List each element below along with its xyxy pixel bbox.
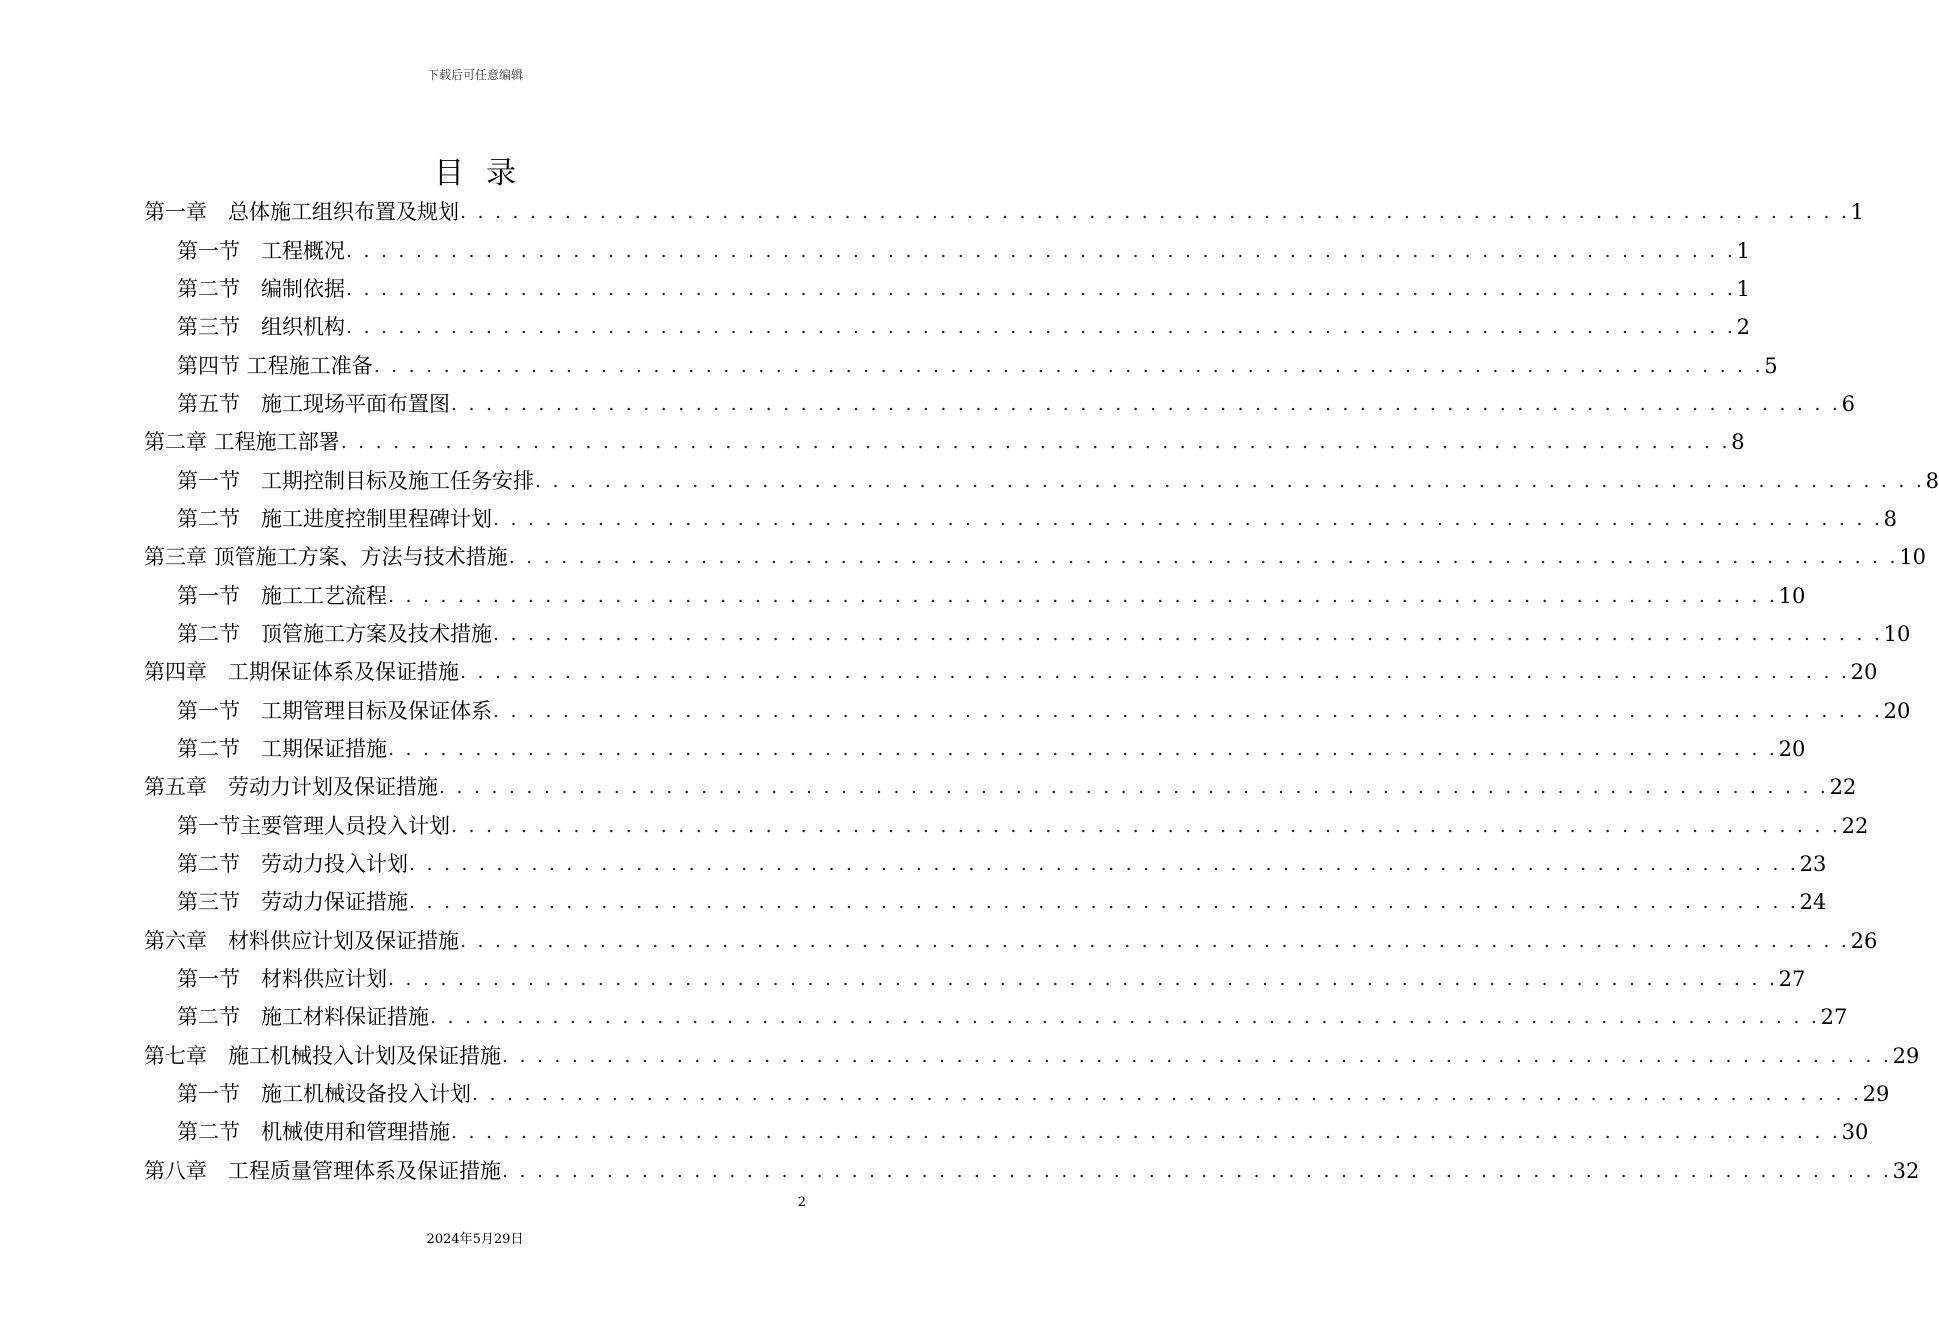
toc-dot-leader: . . . . . . . . . . . . . . . . . . . . . . . . . . . . . . . . . . . . . . . . . . . . . . . . . . . . . . . . . . . . . . . . . . . . . . . . . . . . . . . . (451, 814, 1841, 837)
toc-dot-leader: . . . . . . . . . . . . . . . . . . . . . . . . . . . . . . . . . . . . . . . . . . . . . . . . . . . . . . . . . . . . . . . . . . . . . . . . . . . . . . . . (451, 1121, 1841, 1144)
toc-entry-title: 第一节 工程概况 (177, 238, 345, 263)
toc-entry-page: 26 (1850, 928, 1878, 953)
toc-dot-leader: . . . . . . . . . . . . . . . . . . . . . . . . . . . . . . . . . . . . . . . . . . . . . . . . . . . . . . . . . . . . . . . . . . . . . . . . . . . . . . . . (346, 316, 1736, 339)
toc-dot-leader: . . . . . . . . . . . . . . . . . . . . . . . . . . . . . . . . . . . . . . . . . . . . . . . . . . . . . . . . . . . . . . . . . . . . . . . . . . . . . . . . (388, 737, 1778, 760)
toc-dot-leader: . . . . . . . . . . . . . . . . . . . . . . . . . . . . . . . . . . . . . . . . . . . . . . . . . . . . . . . . . . . . . . . . . . . . . . . . . . . . . . . . (340, 431, 1731, 454)
toc-entry-page: 27 (1778, 967, 1806, 992)
toc-entry-page: 6 (1841, 391, 1855, 416)
toc-title: 目录 (434, 156, 538, 191)
toc-chapter-entry[interactable] (144, 1037, 1920, 1075)
toc-section-entry[interactable] (144, 845, 1827, 883)
toc-entry-title: 第一节 施工工艺流程 (177, 583, 387, 608)
toc-section-entry[interactable] (144, 576, 1806, 614)
toc-entry-title: 第四章 工期保证体系及保证措施 (144, 660, 459, 685)
toc-dot-leader: . . . . . . . . . . . . . . . . . . . . . . . . . . . . . . . . . . . . . . . . . . . . . . . . . . . . . . . . . . . . . . . . . . . . . . . . . . . . . . . . (460, 661, 1850, 684)
toc-entry-page: 20 (1778, 736, 1806, 761)
toc-entry-title: 第一节主要管理人员投入计划 (177, 813, 450, 838)
toc-section-entry[interactable] (144, 691, 1911, 729)
toc-entry-page: 5 (1764, 353, 1778, 378)
toc-entry-title: 第一节 材料供应计划 (177, 967, 387, 992)
toc-dot-leader: . . . . . . . . . . . . . . . . . . . . . . . . . . . . . . . . . . . . . . . . . . . . . . . . . . . . . . . . . . . . . . . . . . . . . . . . . . . . . . . . (460, 929, 1850, 952)
toc-entry-page: 24 (1799, 890, 1827, 915)
toc-entry-title: 第七章 施工机械投入计划及保证措施 (144, 1043, 501, 1068)
toc-entry-page: 8 (1731, 430, 1745, 455)
toc-entry-title: 第四节 工程施工准备 (177, 353, 373, 378)
toc-entry-title: 第二节 工期保证措施 (177, 736, 387, 761)
toc-entry-page: 2 (1736, 315, 1750, 340)
toc-section-entry[interactable] (144, 308, 1750, 346)
toc-entry-title: 第一节 工期控制目标及施工任务安排 (177, 468, 534, 493)
toc-dot-leader: . . . . . . . . . . . . . . . . . . . . . . . . . . . . . . . . . . . . . . . . . . . . . . . . . . . . . . . . . . . . . . . . . . . . . . . . . . . . . . . . (430, 1006, 1820, 1029)
toc-entry-page: 8 (1925, 468, 1939, 493)
toc-section-entry[interactable] (144, 231, 1750, 269)
toc-dot-leader: . . . . . . . . . . . . . . . . . . . . . . . . . . . . . . . . . . . . . . . . . . . . . . . . . . . . . . . . . . . . . . . . . . . . . . . . . . . . . . . . (388, 968, 1778, 991)
toc-chapter-entry[interactable] (144, 653, 1878, 691)
toc-dot-leader: . . . . . . . . . . . . . . . . . . . . . . . . . . . . . . . . . . . . . . . . . . . . . . . . . . . . . . . . . . . . . . . . . . . . . . . . . . . . . . . . (460, 201, 1850, 224)
toc-section-entry[interactable] (144, 385, 1855, 423)
toc-dot-leader: . . . . . . . . . . . . . . . . . . . . . . . . . . . . . . . . . . . . . . . . . . . . . . . . . . . . . . . . . . . . . . . . . . . . . . . . . . . . . . . . (535, 469, 1925, 492)
toc-entry-title: 第一节 施工机械设备投入计划 (177, 1082, 471, 1107)
toc-entry-title: 第二章 工程施工部署 (144, 430, 340, 455)
toc-section-entry[interactable] (144, 1113, 1869, 1151)
toc-entry-page: 30 (1841, 1120, 1869, 1145)
toc-entry-title: 第二节 机械使用和管理措施 (177, 1120, 450, 1145)
toc-entry-title: 第一节 工期管理目标及保证体系 (177, 698, 492, 723)
toc-chapter-entry[interactable] (144, 538, 1927, 576)
toc-entry-page: 10 (1883, 621, 1911, 646)
toc-section-entry[interactable] (144, 807, 1869, 845)
toc-section-entry[interactable] (144, 883, 1827, 921)
toc-entry-page: 22 (1841, 813, 1869, 838)
toc-entry-page: 23 (1799, 852, 1827, 877)
toc-chapter-entry[interactable] (144, 423, 1745, 461)
toc-entry-page: 10 (1778, 583, 1806, 608)
toc-entry-title: 第二节 顶管施工方案及技术措施 (177, 621, 492, 646)
page-footer-date: 2024年5月29日 (426, 1232, 524, 1247)
toc-chapter-entry[interactable] (144, 768, 1857, 806)
toc-entry-page: 22 (1829, 775, 1857, 800)
toc-dot-leader: . . . . . . . . . . . . . . . . . . . . . . . . . . . . . . . . . . . . . . . . . . . . . . . . . . . . . . . . . . . . . . . . . . . . . . . . . . . . . . . . (346, 239, 1736, 262)
toc-dot-leader: . . . . . . . . . . . . . . . . . . . . . . . . . . . . . . . . . . . . . . . . . . . . . . . . . . . . . . . . . . . . . . . . . . . . . . . . . . . . . . . . (439, 776, 1829, 799)
toc-section-entry[interactable] (144, 1075, 1890, 1113)
toc-entry-title: 第五节 施工现场平面布置图 (177, 391, 450, 416)
toc-entry-page: 20 (1883, 698, 1911, 723)
toc-dot-leader: . . . . . . . . . . . . . . . . . . . . . . . . . . . . . . . . . . . . . . . . . . . . . . . . . . . . . . . . . . . . . . . . . . . . . . . . . . . . . . . . (388, 584, 1778, 607)
toc-entry-title: 第二节 劳动力投入计划 (177, 852, 408, 877)
toc-section-entry[interactable] (144, 730, 1806, 768)
toc-entry-title: 第二节 编制依据 (177, 276, 345, 301)
toc-dot-leader: . . . . . . . . . . . . . . . . . . . . . . . . . . . . . . . . . . . . . . . . . . . . . . . . . . . . . . . . . . . . . . . . . . . . . . . . . . . . . . . . (373, 354, 1764, 377)
toc-entry-title: 第三节 劳动力保证措施 (177, 890, 408, 915)
toc-dot-leader: . . . . . . . . . . . . . . . . . . . . . . . . . . . . . . . . . . . . . . . . . . . . . . . . . . . . . . . . . . . . . . . . . . . . . . . . . . . . . . . . (493, 622, 1883, 645)
toc-entry-title: 第二节 施工进度控制里程碑计划 (177, 506, 492, 531)
toc-entry-page: 8 (1883, 506, 1897, 531)
toc-entry-title: 第三章 顶管施工方案、方法与技术措施 (144, 545, 508, 570)
toc-section-entry[interactable] (144, 346, 1778, 384)
toc-section-entry[interactable] (144, 270, 1750, 308)
toc-entry-page: 27 (1820, 1005, 1848, 1030)
toc-dot-leader: . . . . . . . . . . . . . . . . . . . . . . . . . . . . . . . . . . . . . . . . . . . . . . . . . . . . . . . . . . . . . . . . . . . . . . . . . . . . . . . . (502, 1044, 1892, 1067)
toc-entry-page: 1 (1850, 200, 1864, 225)
toc-section-entry[interactable] (144, 998, 1848, 1036)
toc-entry-page: 1 (1736, 238, 1750, 263)
toc-dot-leader: . . . . . . . . . . . . . . . . . . . . . . . . . . . . . . . . . . . . . . . . . . . . . . . . . . . . . . . . . . . . . . . . . . . . . . . . . . . . . . . . (451, 392, 1841, 415)
toc-section-entry[interactable] (144, 500, 1897, 538)
page-header: 下载后可任意编辑 (426, 68, 523, 82)
toc-section-entry[interactable] (144, 615, 1911, 653)
toc-dot-leader: . . . . . . . . . . . . . . . . . . . . . . . . . . . . . . . . . . . . . . . . . . . . . . . . . . . . . . . . . . . . . . . . . . . . . . . . . . . . . . . . (409, 891, 1799, 914)
toc-dot-leader: . . . . . . . . . . . . . . . . . . . . . . . . . . . . . . . . . . . . . . . . . . . . . . . . . . . . . . . . . . . . . . . . . . . . . . . . . . . . . . . . (502, 1159, 1892, 1182)
toc-entry-page: 10 (1899, 545, 1927, 570)
toc-entry-page: 29 (1862, 1082, 1890, 1107)
toc-dot-leader: . . . . . . . . . . . . . . . . . . . . . . . . . . . . . . . . . . . . . . . . . . . . . . . . . . . . . . . . . . . . . . . . . . . . . . . . . . . . . . . . (493, 507, 1883, 530)
toc-entry-title: 第一章 总体施工组织布置及规划 (144, 200, 459, 225)
toc-entry-page: 20 (1850, 660, 1878, 685)
toc-chapter-entry[interactable] (144, 1152, 1920, 1190)
toc-chapter-entry[interactable] (144, 193, 1864, 231)
toc-entry-page: 29 (1892, 1043, 1920, 1068)
toc-section-entry[interactable] (144, 461, 1939, 499)
table-of-contents (144, 193, 1939, 1190)
toc-dot-leader: . . . . . . . . . . . . . . . . . . . . . . . . . . . . . . . . . . . . . . . . . . . . . . . . . . . . . . . . . . . . . . . . . . . . . . . . . . . . . . . . (346, 277, 1736, 300)
page-number: 2 (797, 1195, 806, 1210)
toc-entry-title: 第六章 材料供应计划及保证措施 (144, 928, 459, 953)
toc-entry-title: 第八章 工程质量管理体系及保证措施 (144, 1158, 501, 1183)
toc-chapter-entry[interactable] (144, 922, 1878, 960)
toc-entry-title: 第五章 劳动力计划及保证措施 (144, 775, 438, 800)
toc-entry-page: 32 (1892, 1158, 1920, 1183)
toc-entry-page: 1 (1736, 276, 1750, 301)
toc-entry-title: 第二节 施工材料保证措施 (177, 1005, 429, 1030)
toc-dot-leader: . . . . . . . . . . . . . . . . . . . . . . . . . . . . . . . . . . . . . . . . . . . . . . . . . . . . . . . . . . . . . . . . . . . . . . . . . . . . . . . . (472, 1083, 1862, 1106)
toc-dot-leader: . . . . . . . . . . . . . . . . . . . . . . . . . . . . . . . . . . . . . . . . . . . . . . . . . . . . . . . . . . . . . . . . . . . . . . . . . . . . . . . . (409, 853, 1799, 876)
toc-section-entry[interactable] (144, 960, 1806, 998)
toc-dot-leader: . . . . . . . . . . . . . . . . . . . . . . . . . . . . . . . . . . . . . . . . . . . . . . . . . . . . . . . . . . . . . . . . . . . . . . . . . . . . . . . . (493, 699, 1883, 722)
toc-dot-leader: . . . . . . . . . . . . . . . . . . . . . . . . . . . . . . . . . . . . . . . . . . . . . . . . . . . . . . . . . . . . . . . . . . . . . . . . . . . . . . . . (508, 546, 1899, 569)
toc-entry-title: 第三节 组织机构 (177, 315, 345, 340)
